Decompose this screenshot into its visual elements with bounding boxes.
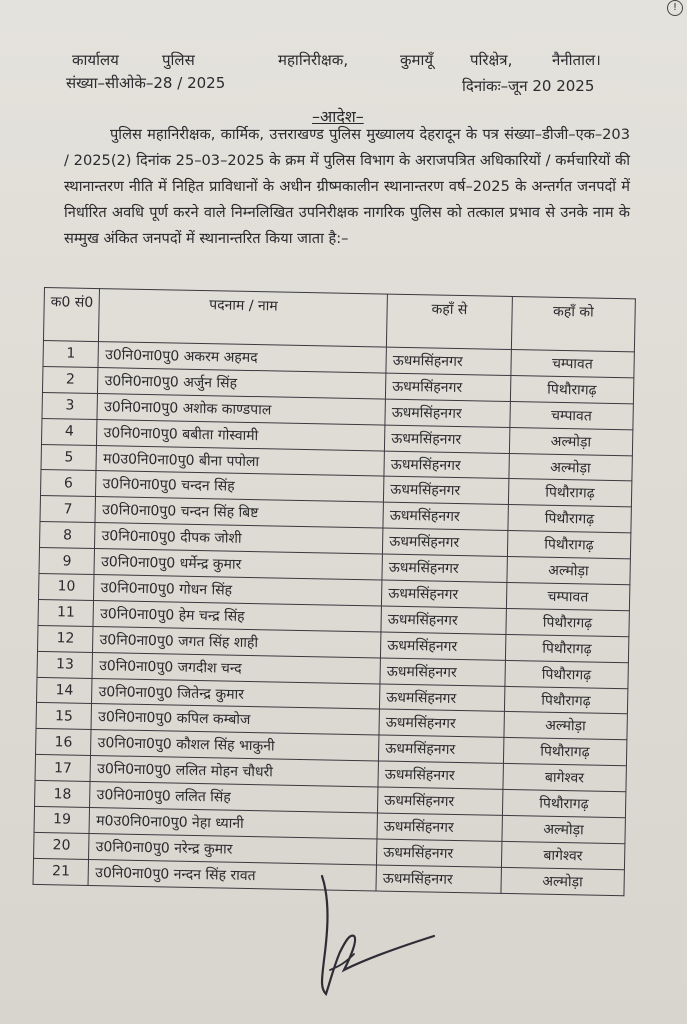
row-serial-number: 18 — [35, 781, 91, 808]
row-from-district: ऊधमसिंहनगर — [379, 709, 504, 737]
row-from-district: ऊधमसिंहनगर — [380, 658, 505, 686]
row-serial-number: 11 — [38, 599, 94, 626]
transfer-table-container — [33, 287, 636, 896]
row-from-district: ऊधमसिंहनगर — [386, 347, 511, 375]
row-name: उ0नि0ना0पु0 कौशल सिंह भाकुनी — [91, 730, 379, 761]
row-to-district: बागेश्वर — [503, 764, 627, 792]
row-from-district: ऊधमसिंहनगर — [381, 606, 506, 634]
row-serial-number: 2 — [42, 366, 98, 393]
row-to-district: पिथौरागढ़ — [505, 634, 629, 662]
row-serial-number: 4 — [41, 418, 97, 445]
row-name: उ0नि0ना0पु0 नन्दन सिंह रावत — [89, 859, 377, 890]
row-name: उ0नि0ना0पु0 जगदीश चन्द — [92, 652, 380, 683]
row-serial-number: 19 — [34, 806, 90, 833]
row-to-district: अल्मोड़ा — [501, 867, 625, 895]
order-title: –आदेश– — [312, 107, 364, 126]
row-name: उ0नि0ना0पु0 नरेन्द्र कुमार — [89, 833, 377, 864]
row-from-district: ऊधमसिंहनगर — [378, 787, 503, 815]
row-to-district: चम्पावत — [509, 401, 633, 429]
header-kumaon-label: कुमायूँ — [400, 51, 434, 69]
row-name: उ0नि0ना0पु0 ललित सिंह — [90, 782, 378, 813]
row-serial-number: 12 — [38, 625, 94, 652]
table-body — [33, 340, 634, 895]
row-serial-number: 3 — [42, 392, 98, 419]
row-from-district: ऊधमसिंहनगर — [383, 502, 508, 530]
row-to-district: अल्मोड़ा — [509, 427, 633, 455]
row-serial-number: 15 — [36, 703, 92, 730]
row-serial-number: 10 — [39, 573, 95, 600]
row-serial-number: 1 — [43, 340, 99, 367]
row-name: उ0नि0ना0पु0 धर्मेन्द्र कुमार — [94, 549, 382, 580]
row-name: उ0नि0ना0पु0 अर्जुन सिंह — [98, 367, 386, 398]
row-name: उ0नि0ना0पु0 दीपक जोशी — [95, 523, 383, 554]
row-name: उ0नि0ना0पु0 अकरम अहमद — [98, 342, 386, 373]
row-from-district: ऊधमसिंहनगर — [385, 425, 510, 453]
row-name: उ0नि0ना0पु0 जगत सिंह शाही — [93, 626, 381, 657]
order-body-paragraph: पुलिस महानिरीक्षक, कार्मिक, उत्तराखण्ड पुलिस मुख्यालय देहरादून के पत्र संख्या–डीजी–एक–203 / 2025(2) दिनांक 25–03–2025 के क्रम में पुलिस विभाग के अराजपत्रित अधिकारियों / कर्मचारियों की स्थानान्तरण नीति में निहित प्राविधानों के अधीन ग्रीष्मकालीन स्थानान्तरण वर्ष–2025 के अन्तर्गत जनपदों में निर्धारित अवधि पूर्ण करने वाले निम्नलिखित उपनिरीक्षक नागरिक पुलिस को तत्काल प्रभाव से उनके नाम के सम्मुख अंकित जनपदों में स्थानान्तरित किया जाता है:– — [64, 126, 630, 247]
row-name: उ0नि0ना0पु0 जितेन्द्र कुमार — [92, 678, 380, 709]
row-from-district: ऊधमसिंहनगर — [379, 735, 504, 763]
row-to-district: पिथौरागढ़ — [505, 660, 629, 688]
row-name: उ0नि0ना0पु0 बबीता गोस्वामी — [97, 419, 385, 450]
row-name: म0उ0नि0ना0पु0 बीना पपोला — [96, 445, 384, 476]
row-name: उ0नि0ना0पु0 चन्दन सिंह — [96, 471, 384, 502]
row-to-district: पिथौरागढ़ — [510, 375, 634, 403]
row-to-district: पिथौरागढ़ — [507, 531, 631, 559]
row-from-district: ऊधमसिंहनगर — [384, 451, 509, 479]
row-serial-number: 17 — [35, 755, 91, 782]
row-from-district: ऊधमसिंहनगर — [377, 813, 502, 841]
row-from-district: ऊधमसिंहनगर — [381, 632, 506, 660]
row-serial-number: 7 — [40, 496, 96, 523]
row-to-district: पिथौरागढ़ — [503, 738, 627, 766]
row-from-district: ऊधमसिंहनगर — [382, 554, 507, 582]
row-to-district: पिथौरागढ़ — [502, 790, 626, 818]
row-serial-number: 9 — [39, 548, 95, 575]
row-from-district: ऊधमसिंहनगर — [383, 528, 508, 556]
row-to-district: अल्मोड़ा — [508, 453, 632, 481]
signature-icon — [300, 870, 440, 1000]
row-from-district: ऊधमसिंहनगर — [382, 580, 507, 608]
row-from-district: ऊधमसिंहनगर — [378, 761, 503, 789]
transfer-table — [33, 287, 636, 896]
row-serial-number: 6 — [40, 470, 96, 497]
reference-number: संख्या–सीओके–28 / 2025 — [66, 74, 226, 92]
order-date: दिनांकः–जून 20 2025 — [462, 77, 595, 95]
header-from: कहाँ से — [387, 294, 512, 349]
row-to-district: अल्मोड़ा — [506, 557, 630, 585]
row-name: उ0नि0ना0पु0 चन्दन सिंह बिष्ट — [95, 497, 383, 528]
header-to: कहाँ को — [511, 296, 635, 351]
row-from-district: ऊधमसिंहनगर — [385, 399, 510, 427]
header-city-label: नैनीताल। — [552, 51, 601, 69]
header-range-label: परिक्षेत्र, — [470, 51, 513, 69]
row-from-district: ऊधमसिंहनगर — [376, 865, 501, 893]
row-from-district: ऊधमसिंहनगर — [380, 684, 505, 712]
row-name: उ0नि0ना0पु0 ललित मोहन चौधरी — [90, 756, 378, 787]
info-circle-icon[interactable]: ! — [667, 0, 683, 16]
row-serial-number: 8 — [39, 522, 95, 549]
header-office-label: कार्यालय — [72, 51, 119, 69]
row-serial-number: 5 — [41, 444, 97, 471]
row-to-district: चम्पावत — [510, 349, 634, 377]
row-name: उ0नि0ना0पु0 हेम चन्द्र सिंह — [93, 600, 381, 631]
row-serial-number: 13 — [37, 651, 93, 678]
row-serial-number: 21 — [33, 858, 89, 885]
row-to-district: चम्पावत — [506, 582, 630, 610]
row-from-district: ऊधमसिंहनगर — [386, 373, 511, 401]
row-to-district: पिथौरागढ़ — [508, 479, 632, 507]
row-to-district: अल्मोड़ा — [502, 815, 626, 843]
row-to-district: पिथौरागढ़ — [505, 608, 629, 636]
row-to-district: बागेश्वर — [501, 841, 625, 869]
row-serial-number: 14 — [37, 677, 93, 704]
row-to-district: अल्मोड़ा — [504, 712, 628, 740]
row-from-district: ऊधमसिंहनगर — [384, 477, 509, 505]
row-name: उ0नि0ना0पु0 अशोक काण्डपाल — [97, 393, 385, 424]
row-to-district: पिथौरागढ़ — [504, 686, 628, 714]
row-name: म0उ0नि0ना0पु0 नेहा ध्यानी — [90, 808, 378, 839]
row-name: उ0नि0ना0पु0 गोधन सिंह — [94, 575, 382, 606]
header-serial-number: क0 सं0 — [43, 288, 99, 342]
header-designation-name: पदनाम / नाम — [99, 289, 388, 348]
row-to-district: पिथौरागढ़ — [507, 505, 631, 533]
header-ig-label: महानिरीक्षक, — [278, 51, 349, 69]
row-name: उ0नि0ना0पु0 कपिल कम्बोज — [91, 704, 379, 735]
row-serial-number: 16 — [36, 729, 92, 756]
row-from-district: ऊधमसिंहनगर — [377, 839, 502, 867]
row-serial-number: 20 — [34, 832, 90, 859]
header-police-label: पुलिस — [162, 51, 195, 69]
